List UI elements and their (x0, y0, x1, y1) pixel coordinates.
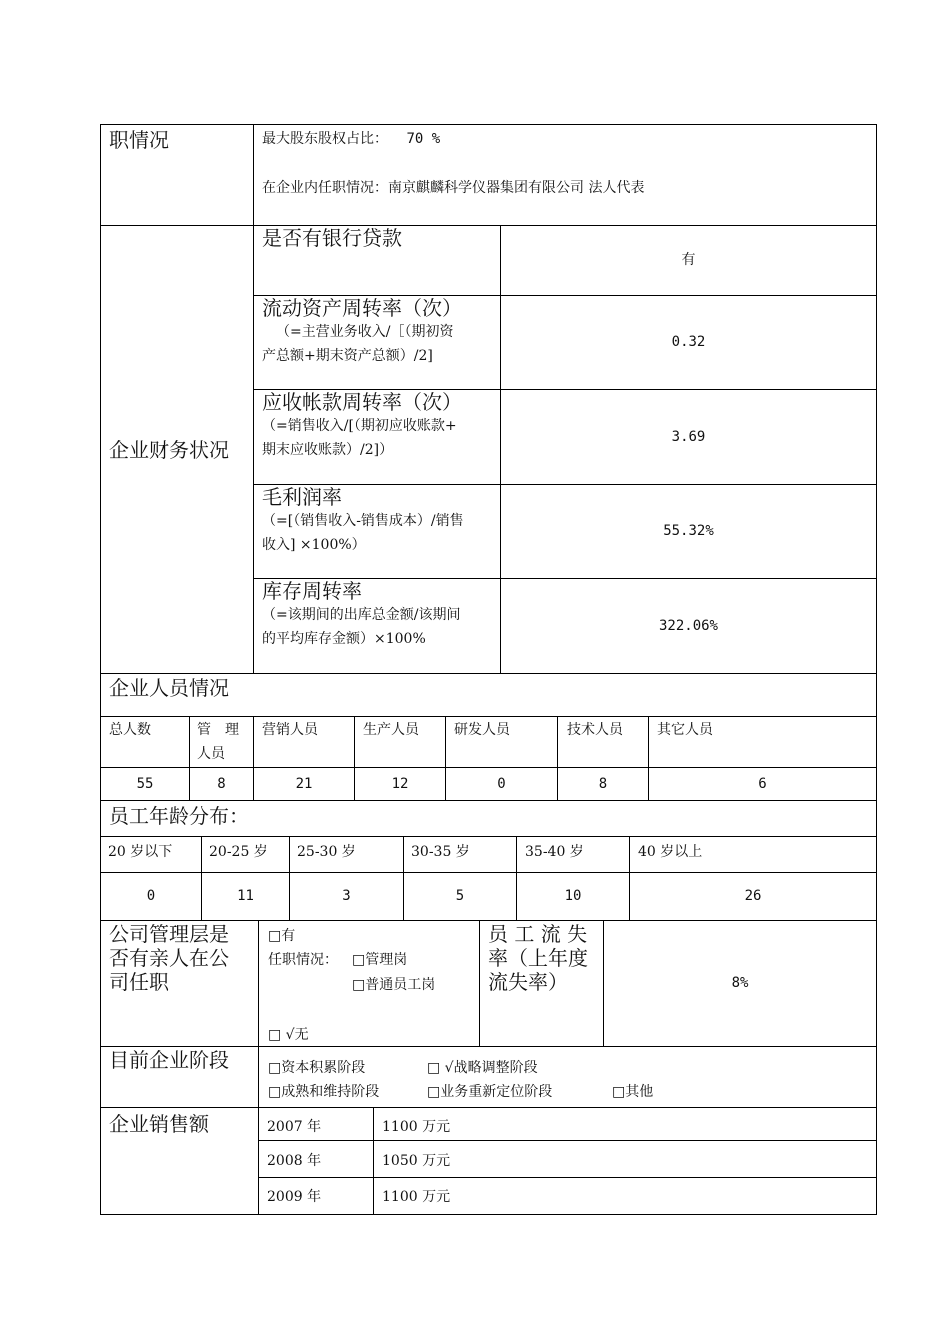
staff-header-management: 管 理人员 (197, 722, 239, 762)
finance-formula-line: 的平均库存金额）×100% (262, 631, 426, 647)
staff-header-technical: 技术人员 (567, 722, 623, 738)
staff-header-sales: 营销人员 (262, 722, 318, 738)
relatives-manage-checkbox[interactable]: □管理岗 (352, 952, 408, 968)
finance-title: 库存周转率 (262, 579, 362, 603)
finance-formula-line: （=主营业务收入/［（期初资 (276, 324, 454, 340)
finance-value: 55.32% (663, 523, 714, 539)
sales-amount: 1100 万元 (382, 1189, 451, 1205)
finance-section-label: 企业财务状况 (109, 438, 229, 462)
finance-formula-line: （=[（销售收入-销售成本）/销售 (262, 513, 464, 529)
relatives-normal-checkbox[interactable]: □普通员工岗 (352, 977, 436, 993)
age-header: 35-40 岁 (525, 844, 584, 860)
finance-title: 是否有银行贷款 (262, 226, 402, 250)
turnover-label-line: 员 工 流 失 (488, 922, 588, 946)
finance-formula-line: 产总额+期末资产总额）/2] (262, 348, 433, 364)
staff-value-rnd: 0 (497, 776, 506, 792)
stage-capital-accumulation-checkbox[interactable]: □资本积累阶段 (268, 1060, 366, 1076)
age-header: 20-25 岁 (209, 844, 268, 860)
share-ratio-label: 最大股东股权占比： (262, 131, 388, 147)
stage-other-checkbox[interactable]: □其他 (612, 1084, 654, 1100)
sales-year: 2008 年 (267, 1153, 322, 1169)
finance-value: 0.32 (671, 334, 706, 350)
finance-formula-line: （=该期间的出库总金额/该期间 (262, 607, 461, 623)
finance-title: 应收帐款周转率（次） (262, 390, 462, 414)
finance-value: 有 (681, 252, 696, 268)
age-header: 20 岁以下 (108, 844, 173, 860)
staff-value-technical: 8 (598, 776, 608, 792)
stage-repositioning-checkbox[interactable]: □业务重新定位阶段 (427, 1084, 553, 1100)
finance-row-inventory-turnover (262, 579, 498, 651)
turnover-label (488, 922, 588, 994)
stage-mature-checkbox[interactable]: □成熟和维持阶段 (268, 1084, 380, 1100)
finance-row-loan (262, 226, 498, 250)
finance-formula-line: 收入] ×100%） (262, 537, 366, 553)
finance-title: 毛利润率 (262, 485, 342, 509)
finance-value: 322.06% (658, 618, 718, 634)
staff-value-other: 6 (758, 776, 767, 792)
finance-row-current-asset-turnover (262, 296, 498, 368)
largest-share-ratio (262, 130, 440, 148)
position-value: 南京麒麟科学仪器集团有限公司 法人代表 (388, 180, 645, 196)
age-header: 40 岁以上 (638, 844, 703, 860)
stage-section-label: 目前企业阶段 (109, 1048, 229, 1072)
finance-formula-line: 期末应收账款）/2]） (262, 442, 394, 458)
relatives-yes-checkbox[interactable]: □有 (268, 928, 296, 944)
age-header: 30-35 岁 (411, 844, 470, 860)
shareholder-section-label: 职情况 (109, 128, 169, 152)
finance-title: 流动资产周转率（次） (262, 296, 462, 320)
finance-formula-line: （=销售收入/[（期初应收账款+ (262, 418, 457, 434)
age-section-label: 员工年龄分布： (109, 804, 249, 828)
sales-year: 2009 年 (267, 1189, 322, 1205)
age-value: 10 (564, 888, 582, 904)
staff-value-production: 12 (391, 776, 409, 792)
relatives-position-label: 任职情况： (268, 952, 338, 968)
staff-value-total: 55 (136, 776, 154, 792)
age-value: 5 (455, 888, 465, 904)
staff-section-label: 企业人员情况 (109, 676, 229, 700)
age-value: 0 (146, 888, 156, 904)
turnover-value: 8% (731, 975, 749, 991)
relatives-label-line: 司任职 (109, 970, 169, 994)
relatives-label-line: 公司管理层是 (109, 922, 229, 946)
staff-header-production: 生产人员 (363, 722, 419, 738)
position-in-company (262, 179, 644, 197)
staff-header-total: 总人数 (109, 722, 151, 738)
staff-header-rnd: 研发人员 (454, 722, 510, 738)
sales-amount: 1050 万元 (382, 1153, 451, 1169)
sales-year: 2007 年 (267, 1119, 322, 1135)
relatives-no-checkbox[interactable]: □ √无 (268, 1027, 309, 1043)
age-header: 25-30 岁 (297, 844, 356, 860)
age-value: 11 (237, 888, 254, 904)
staff-header-other: 其它人员 (657, 722, 713, 738)
turnover-label-line: 流失率） (488, 970, 568, 994)
staff-value-management: 8 (217, 776, 226, 792)
age-value: 3 (342, 888, 351, 904)
finance-row-gross-margin (262, 485, 498, 557)
age-value: 26 (744, 888, 762, 904)
finance-row-receivable-turnover (262, 390, 498, 462)
staff-value-sales: 21 (295, 776, 313, 792)
position-label: 在企业内任职情况： (262, 180, 388, 196)
share-ratio-value: 70 % (406, 131, 441, 147)
stage-strategy-adjust-checkbox[interactable]: □ √战略调整阶段 (427, 1060, 538, 1076)
relatives-label-line: 否有亲人在公 (109, 946, 229, 970)
finance-value: 3.69 (671, 429, 706, 445)
relatives-label (109, 922, 229, 994)
sales-section-label: 企业销售额 (109, 1112, 209, 1136)
turnover-label-line: 率（上年度 (488, 946, 588, 970)
sales-amount: 1100 万元 (382, 1119, 451, 1135)
